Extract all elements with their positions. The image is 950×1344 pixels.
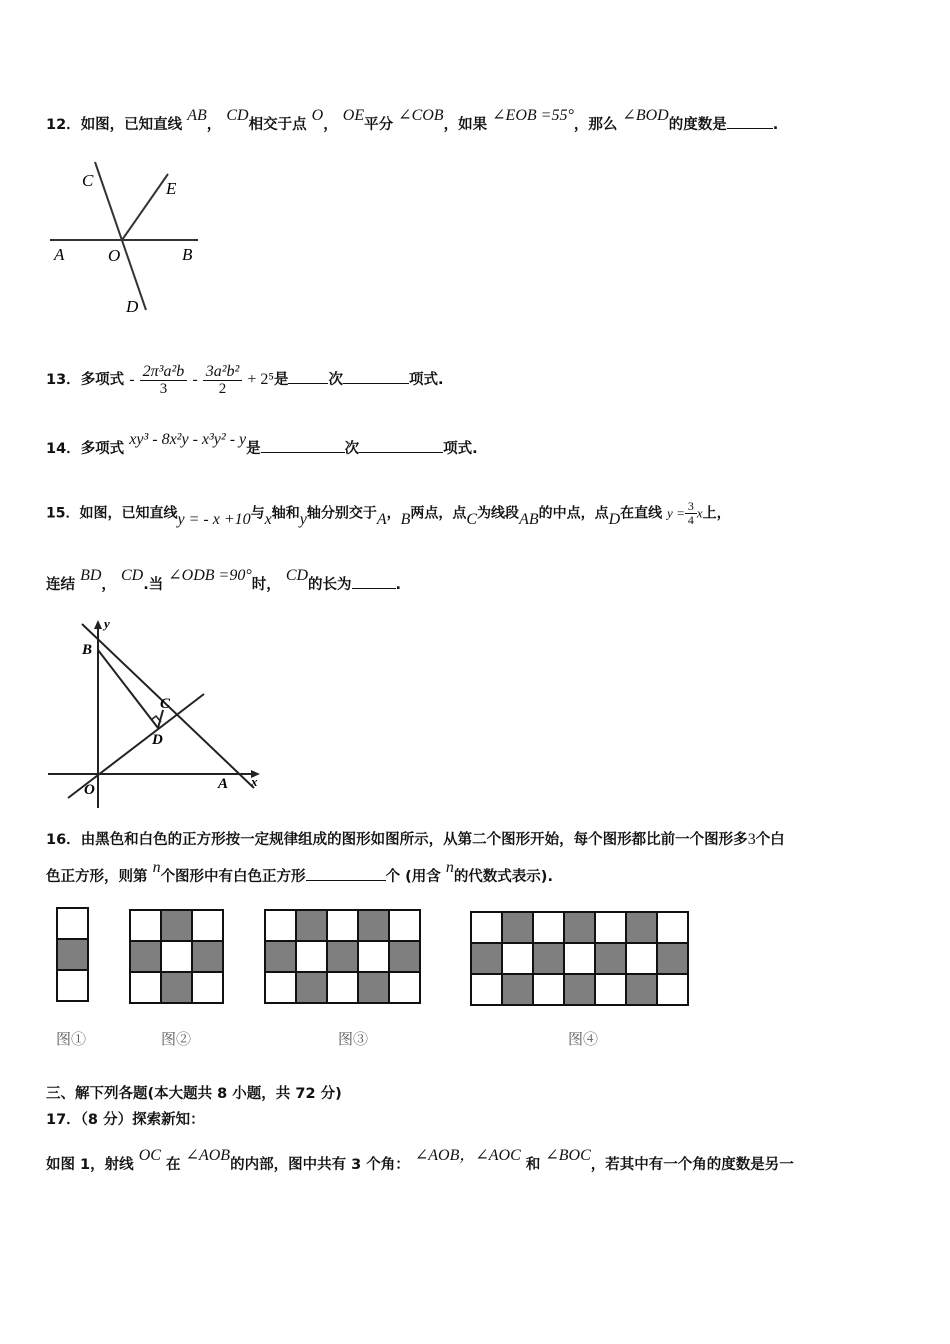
q13-text: 多项式 (80, 372, 125, 388)
q13-terms-blank (343, 369, 409, 384)
q14-degree-blank (261, 438, 345, 453)
q15-number: 15． (46, 505, 80, 522)
square-white (161, 941, 192, 972)
q17-text5: ，若其中有一个角的度数是另一 (590, 1157, 794, 1173)
square-white (595, 974, 626, 1005)
square-black (471, 943, 502, 974)
q15-label-a: A (218, 776, 229, 792)
q17-head: 17．（8 分）探索新知： (46, 1112, 205, 1128)
square-black (265, 941, 296, 972)
square-white (471, 912, 502, 943)
q13-fraction2 (203, 363, 243, 398)
square-white (502, 943, 533, 974)
q15-point-d: D (608, 510, 621, 528)
q15-text-midpoint: 的中点，点 (538, 505, 609, 522)
q16-text1: 由黑色和白色的正方形按一定规律组成的图形如图所示，从第二个图形开始，每个图形都比前一个图形多 (80, 832, 748, 848)
square-white (265, 910, 296, 941)
q12-point-o: O (311, 107, 324, 124)
square-white (192, 910, 223, 941)
square-white (533, 974, 564, 1005)
q14-expression: xy³ - 8x²y - x³y² - y (129, 431, 247, 448)
q16-caption3: 图③ (338, 1032, 369, 1048)
q15-answer-blank (352, 574, 396, 589)
q13-minus2: - (192, 371, 198, 388)
q13-degree-blank (288, 369, 328, 384)
q15-segment-cd: CD (120, 567, 144, 584)
q13-text-degree: 次 (328, 372, 343, 388)
q12-answer-blank (727, 114, 773, 129)
q16-three: 3 (747, 831, 756, 848)
square-white (626, 943, 657, 974)
q17-text3: 的内部，图中共有 3 个角： (230, 1157, 410, 1173)
square-white (657, 974, 688, 1005)
square-black (533, 943, 564, 974)
q16-answer-blank (306, 866, 386, 881)
square-white (130, 910, 161, 941)
q15-frac-numerator: 3 (685, 500, 697, 514)
q12-text-degree: 的度数是 (668, 117, 727, 133)
q16-line2 (46, 859, 553, 887)
q15-text-online: 在直线 (620, 505, 663, 522)
square-black (358, 910, 389, 941)
q16-figure4 (470, 911, 689, 1006)
q13-minus1: - (129, 371, 135, 388)
q16-text3: 色正方形，则第 (46, 869, 148, 885)
q14-terms-blank (359, 438, 443, 453)
q12-angle-bod: ∠BOD (622, 107, 669, 124)
square-black (161, 972, 192, 1003)
q15-label-o: O (84, 782, 95, 798)
square-black (130, 941, 161, 972)
q15-segment-ab: AB (519, 510, 539, 528)
square-white (533, 912, 564, 943)
q12-label-a: A (54, 245, 65, 264)
square-white (657, 912, 688, 943)
q12-comma2: ， (323, 117, 338, 133)
q17-angles: ∠AOB，∠AOC (414, 1147, 521, 1164)
q15-text-points: 两点，点 (410, 505, 467, 522)
q13-frac1-numerator: 2π³a²b (140, 363, 188, 381)
square-black (657, 943, 688, 974)
square-black (626, 912, 657, 943)
square-white (564, 943, 595, 974)
square-black (564, 974, 595, 1005)
q14-number: 14． (46, 441, 81, 457)
square-white (595, 912, 626, 943)
q13-fraction1 (140, 363, 188, 398)
square-black (57, 939, 88, 970)
q12-period: . (772, 117, 779, 133)
square-white (265, 972, 296, 1003)
square-black (296, 910, 327, 941)
square-white (471, 974, 502, 1005)
q15-period: . (395, 577, 402, 593)
q12-text-bisect: 平分 (364, 117, 394, 133)
q16-text6: 的代数式表示). (453, 869, 553, 885)
q16-text5: 个 (用含 (385, 869, 441, 885)
q17-text1: 如图 1，射线 (46, 1157, 134, 1173)
q15-segment-cd2: CD (285, 567, 309, 584)
q12-label-d: D (126, 297, 139, 316)
q13-text-is: 是 (273, 372, 289, 388)
q12-label-o: O (108, 246, 121, 265)
q15-point-a: A (376, 510, 387, 528)
square-white (327, 910, 358, 941)
square-black (161, 910, 192, 941)
q15-y-arrow (94, 620, 102, 629)
q14-text-degree: 次 (344, 441, 360, 457)
square-white (327, 972, 358, 1003)
q15-label-b: B (82, 642, 93, 658)
q15-text-xaxis: 轴和 (271, 505, 300, 522)
square-black (502, 974, 533, 1005)
q12-text: 如图，已知直线 (80, 117, 183, 133)
q16-number: 16． (46, 832, 81, 848)
q17-text4: 和 (525, 1157, 541, 1173)
square-white (57, 970, 88, 1001)
q16-line1 (46, 830, 785, 850)
q15-label-c: C (160, 696, 171, 712)
q15-line-equation: y = - x +10 (177, 510, 251, 528)
q15-text-segment: 为线段 (477, 505, 520, 522)
q12-line-cd-drawing (95, 162, 146, 310)
q15-line2-fraction (685, 500, 697, 527)
q12-ray-oe: OE (342, 107, 365, 124)
square-black (595, 943, 626, 974)
q15-comma2: ， (101, 577, 116, 593)
q16-n: n (152, 859, 161, 876)
q15-y: y (299, 510, 307, 528)
q12-line (46, 107, 779, 135)
square-white (130, 972, 161, 1003)
q15-line1 (46, 500, 731, 527)
q15-line2-lhs: y = (667, 505, 685, 521)
square-black (564, 912, 595, 943)
q12-text-intersect: 相交于点 (248, 117, 307, 133)
q15-line2 (46, 567, 402, 595)
q13-text-polynomial: 项式. (408, 372, 444, 388)
q15-point-b: B (400, 510, 411, 528)
q12-label-e: E (166, 179, 177, 198)
square-black (358, 972, 389, 1003)
q12-angle-eob: ∠EOB =55° (492, 107, 574, 124)
q17-ray-oc: OC (138, 1147, 161, 1164)
q15-segment-bd: BD (80, 567, 102, 584)
square-black (502, 912, 533, 943)
q13-line (46, 362, 443, 398)
q15-text-and: 与 (250, 505, 265, 522)
q12-label-b: B (182, 245, 193, 264)
q15-label-d: D (152, 732, 163, 748)
q15-text-when: .当 (143, 577, 164, 593)
q16-text2: 个白 (755, 832, 785, 848)
q16-n2: n (445, 859, 454, 876)
q15-frac-denominator: 4 (687, 513, 694, 527)
q14-text: 多项式 (80, 441, 125, 457)
q15-figure (46, 616, 266, 816)
q13-frac2-numerator: 3a²b² (203, 363, 243, 381)
q12-comma: ， (206, 117, 222, 133)
q12-text-then: ，那么 (573, 117, 618, 133)
section3-title: 三、解下列各题(本大题共 8 小题，共 72 分) (46, 1086, 342, 1102)
q12-number: 12． (46, 117, 81, 133)
q14-text-is: 是 (246, 441, 261, 457)
q17-text2: 在 (166, 1157, 181, 1173)
q13-frac2-denominator: 2 (218, 380, 227, 397)
q14-line (46, 431, 478, 459)
q12-line-ab: AB (187, 107, 207, 124)
square-white (389, 910, 420, 941)
q12-line-cd: CD (226, 107, 249, 124)
q17-line1 (46, 1147, 794, 1175)
square-white (192, 972, 223, 1003)
q15-label-y: y (104, 616, 110, 631)
q15-comma: ， (386, 505, 401, 522)
q16-caption1: 图① (56, 1032, 87, 1048)
q16-text4: 个图形中有白色正方形 (160, 869, 306, 885)
q15-text-connect: 连结 (46, 577, 75, 593)
q13-number: 13． (46, 372, 81, 388)
square-black (327, 941, 358, 972)
q15-text-length: 的长为 (308, 577, 352, 593)
square-black (192, 941, 223, 972)
q17-angle-aob: ∠AOB (185, 1147, 231, 1164)
q16-figure2 (129, 909, 224, 1004)
q12-figure (46, 160, 206, 320)
q15-text-time: 时， (251, 577, 281, 593)
square-black (296, 972, 327, 1003)
q12-label-c: C (82, 171, 94, 190)
q13-plus-term: + 2⁵ (247, 371, 274, 388)
q16-figure3 (264, 909, 421, 1004)
q15-line2-rhs: x (696, 505, 703, 521)
q15-label-x: x (251, 774, 258, 789)
square-white (57, 908, 88, 939)
q12-angle-cob: ∠COB (398, 107, 444, 124)
q12-ray-oe-drawing (122, 174, 168, 240)
q13-frac1-denominator: 3 (159, 380, 168, 397)
square-white (358, 941, 389, 972)
q16-figure1 (56, 907, 89, 1002)
q15-x: x (264, 510, 272, 528)
q15-text-meet: 轴分别交于 (306, 505, 377, 522)
q14-text-polynomial: 项式. (443, 441, 478, 457)
q15-text: 如图，已知直线 (79, 505, 178, 522)
square-white (389, 972, 420, 1003)
q15-text-on: 上， (702, 505, 731, 522)
q16-caption4: 图④ (568, 1032, 599, 1048)
q15-point-c: C (466, 510, 478, 528)
square-black (389, 941, 420, 972)
square-black (626, 974, 657, 1005)
q16-caption2: 图② (161, 1032, 192, 1048)
q15-angle-odb: ∠ODB =90° (168, 567, 252, 584)
q17-angle-boc: ∠BOC (545, 1147, 591, 1164)
square-white (296, 941, 327, 972)
q12-text-if: ，如果 (443, 117, 488, 133)
